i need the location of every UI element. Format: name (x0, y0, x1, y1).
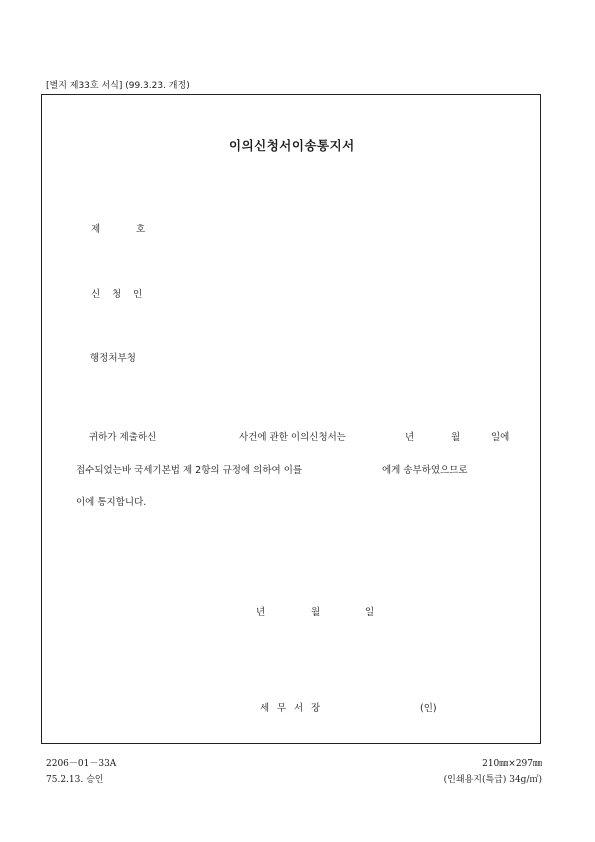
body-line2-part1: 접수되었는바 국세기본법 제 2항의 규정에 의하여 이를 (76, 465, 303, 476)
form-frame (41, 94, 541, 744)
date-year: 년 (256, 607, 266, 618)
signature-char-4: 장 (311, 703, 321, 714)
footer-approval: 75.2.13. 승인 (46, 775, 104, 785)
body-line1-day: 일에 (491, 432, 510, 443)
date-day: 일 (365, 607, 375, 618)
body-line2-part2: 에게 송부하였으므로 (382, 465, 468, 476)
signature-char-3: 서 (294, 703, 304, 714)
agency-label: 행정처부청 (90, 353, 136, 364)
body-line3: 이에 통지합니다. (76, 497, 147, 508)
signature-char-2: 무 (277, 703, 287, 714)
applicant-label-3: 인 (133, 289, 143, 300)
footer-paper-spec: (인쇄용지(특급) 34g/㎡) (443, 775, 542, 785)
form-reference: [별지 제33호 서식] (99.3.23. 개정) (46, 81, 190, 91)
signature-char-1: 세 (260, 703, 270, 714)
body-line1-year: 년 (405, 432, 415, 443)
number-label-ho: 호 (136, 224, 146, 235)
footer-paper-size: 210㎜×297㎜ (482, 759, 542, 769)
applicant-label-1: 신 (91, 289, 101, 300)
applicant-label-2: 청 (112, 289, 122, 300)
body-line1-part2: 사건에 관한 이의신청서는 (239, 432, 346, 443)
document-title: 이의신청서이송통지서 (229, 138, 355, 153)
date-month: 월 (311, 607, 321, 618)
body-line1-part1: 귀하가 제출하신 (89, 432, 157, 443)
footer-form-code: 2206－01－33A (46, 759, 117, 769)
body-line1-month: 월 (451, 432, 461, 443)
number-label-je: 제 (91, 224, 101, 235)
seal-mark: (인) (420, 703, 437, 714)
